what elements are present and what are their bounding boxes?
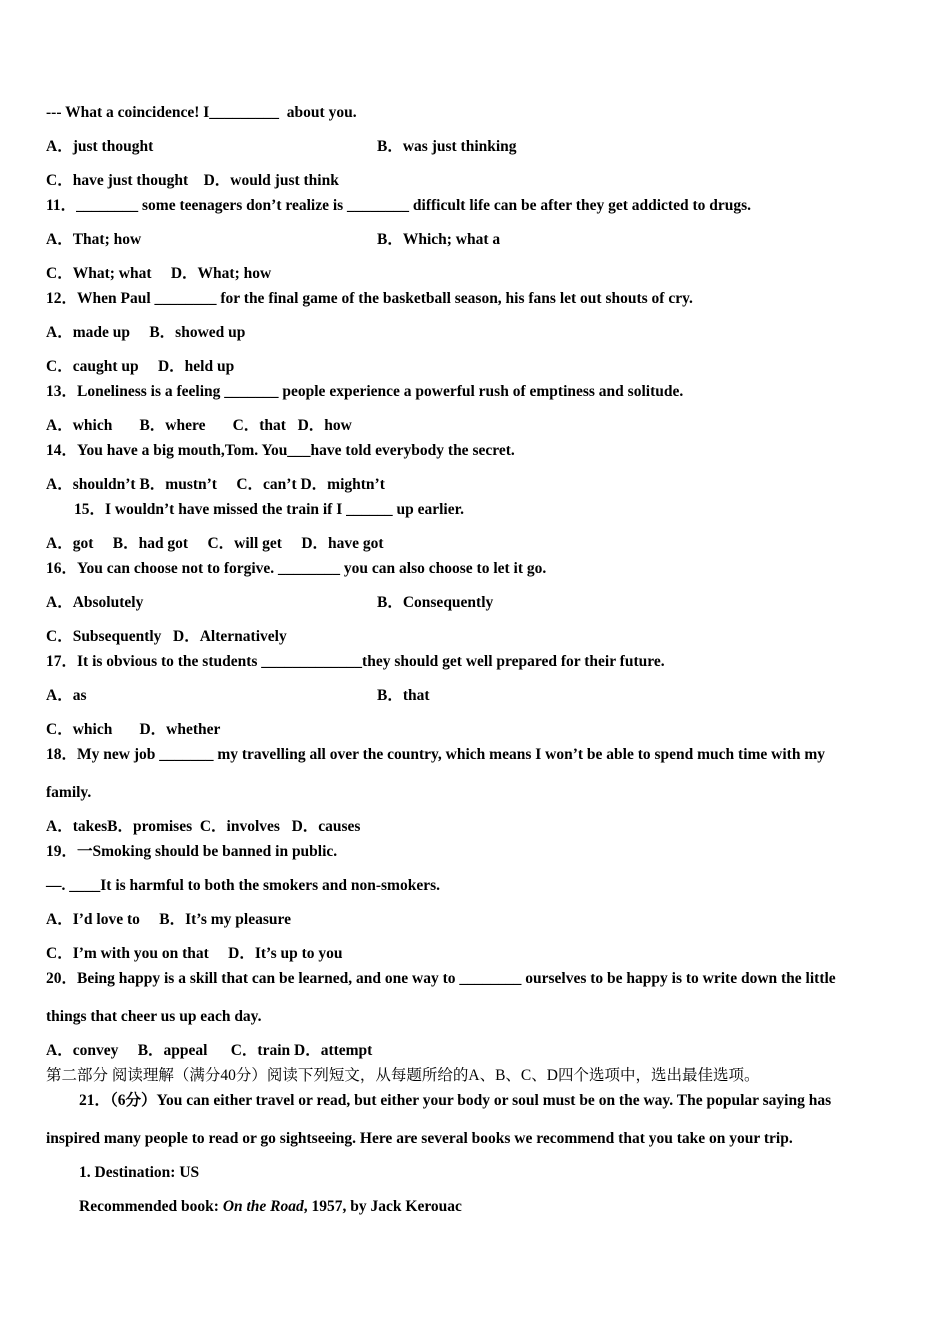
destination-heading: 1. Destination: US bbox=[79, 1164, 200, 1181]
option-a: A．Absolutely bbox=[46, 594, 144, 611]
option-b: B．Which; what a bbox=[377, 231, 501, 248]
question-12-stem: 12．When Paul ________ for the final game of the basketball season, his fans let out shouts of cry. bbox=[46, 290, 693, 307]
option-b: B．that bbox=[377, 687, 430, 704]
question-10-stem: --- What a coincidence! I_________ about you. bbox=[46, 104, 357, 121]
options: A．convey B．appeal C．train D．attempt bbox=[46, 1042, 373, 1059]
question-15-stem: 15．I wouldn’t have missed the train if I ______ up earlier. bbox=[74, 501, 464, 518]
options-c-d: C．I’m with you on that D．It’s up to you bbox=[46, 945, 343, 962]
options-c-d: C．caught up D．held up bbox=[46, 358, 235, 375]
question-20-stem-continued: things that cheer us up each day. bbox=[46, 1008, 262, 1025]
options-a-b: A．made up B．showed up bbox=[46, 324, 246, 341]
part-2-heading: 第二部分 阅读理解（满分40分）阅读下列短文，从每题所给的A、B、C、D四个选项中，选出最佳选项。 bbox=[46, 1067, 760, 1084]
question-19-response: —. ____It is harmful to both the smokers and non-smokers. bbox=[46, 877, 440, 894]
option-a: A．just thought bbox=[46, 138, 154, 155]
question-11-stem: 11．________ some teenagers don’t realize is ________ difficult life can be after they get addicted to drugs. bbox=[46, 197, 752, 214]
options-c-d: C．Subsequently D．Alternatively bbox=[46, 628, 287, 645]
question-17-stem: 17．It is obvious to the students _____________they should get well prepared for their future. bbox=[46, 653, 665, 670]
question-20-stem: 20．Being happy is a skill that can be learned, and one way to ________ ourselves to be happy is to write down the little bbox=[46, 970, 836, 987]
options: A．takesB．promises C．involves D．causes bbox=[46, 818, 361, 835]
recommended-book-label: Recommended book: bbox=[79, 1198, 223, 1215]
question-21-passage-continued: inspired many people to read or go sightseeing. Here are several books we recommend that you take on your trip. bbox=[46, 1130, 793, 1147]
book-details: , 1957, by Jack Kerouac bbox=[303, 1198, 462, 1215]
options-c-d: C．which D．whether bbox=[46, 721, 221, 738]
options: A．shouldn’t B．mustn’t C．can’t D．mightn’t bbox=[46, 476, 385, 493]
option-b: B．was just thinking bbox=[377, 138, 517, 155]
option-a: A．That; how bbox=[46, 231, 142, 248]
book-title: On the Road bbox=[222, 1198, 304, 1215]
question-13-stem: 13．Loneliness is a feeling _______ people experience a powerful rush of emptiness and solitude. bbox=[46, 383, 684, 400]
option-b: B．Consequently bbox=[377, 594, 494, 611]
options: A．which B．where C．that D．how bbox=[46, 417, 352, 434]
options: A．got B．had got C．will get D．have got bbox=[46, 535, 384, 552]
options-c-d: C．What; what D．What; how bbox=[46, 265, 272, 282]
question-18-stem: 18．My new job _______ my travelling all over the country, which means I won’t be able to spend much time with my bbox=[46, 746, 825, 763]
question-19-stem: 19．一Smoking should be banned in public. bbox=[46, 843, 338, 860]
recommended-book bbox=[79, 1197, 462, 1217]
question-16-stem: 16．You can choose not to forgive. ________ you can also choose to let it go. bbox=[46, 560, 547, 577]
option-a: A．as bbox=[46, 687, 87, 704]
question-21-passage: 21．（6分）You can either travel or read, but either your body or soul must be on the way. The popular saying has bbox=[79, 1092, 832, 1109]
question-18-stem-continued: family. bbox=[46, 784, 92, 801]
options-c-d: C．have just thought D．would just think bbox=[46, 172, 339, 189]
question-14-stem: 14．You have a big mouth,Tom. You___have told everybody the secret. bbox=[46, 442, 515, 459]
options-a-b: A．I’d love to B．It’s my pleasure bbox=[46, 911, 291, 928]
